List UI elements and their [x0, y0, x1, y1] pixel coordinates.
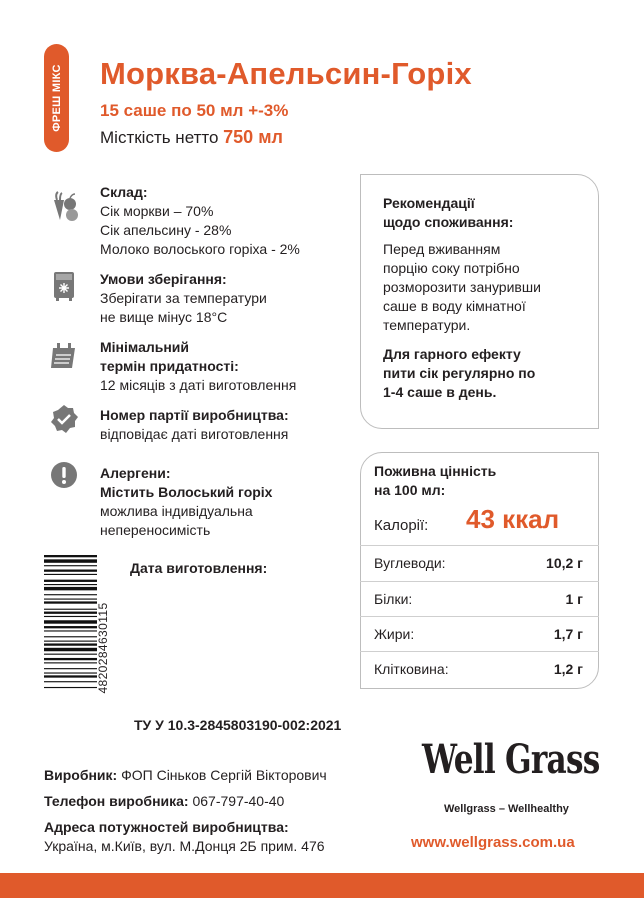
recommendation-heading: щодо споживання:: [383, 214, 514, 230]
nutrition-label: Білки:: [374, 591, 413, 607]
product-title: Морква-Апельсин-Горіх: [100, 56, 472, 91]
storage-heading: Умови зберігання:: [100, 271, 227, 287]
footer-bar: [0, 873, 644, 898]
production-date-label: Дата виготовлення:: [130, 560, 268, 576]
barcode-bar: [44, 570, 97, 572]
nutrition-value: 1,2 г: [553, 661, 583, 677]
recommendation-line: Перед вживанням: [383, 241, 501, 257]
barcode-bar: [44, 594, 97, 595]
manufacturer-value: ФОП Сіньков Сергій Вікторович: [121, 767, 327, 783]
product-badge: [44, 44, 69, 152]
badge-check-icon: [48, 403, 80, 435]
address-value: Україна, м.Київ, вул. М.Донця 2Б прим. 476: [44, 838, 325, 854]
nutrition-row: [360, 581, 599, 615]
nutrition-title-line: Поживна цінність: [374, 463, 497, 479]
recommendation-line: саше в воду кімнатної: [383, 298, 526, 314]
shelf-life-heading: термін придатності:: [100, 358, 239, 374]
phone-label: Телефон виробника:: [44, 793, 189, 809]
recommendation-bold: 1-4 саше в день.: [383, 384, 497, 400]
nutrition-value: 1 г: [565, 591, 583, 607]
barcode-bar: [44, 654, 97, 655]
shelf-life-heading: Мінімальний: [100, 339, 190, 355]
allergens-line: можлива індивідуальна: [100, 503, 253, 519]
net-value: 750 мл: [223, 127, 283, 147]
shelf-life-text: 12 місяців з даті виготовлення: [100, 377, 297, 393]
product-subtitle: 15 саше по 50 мл +-3%: [100, 101, 289, 120]
barcode-bar: [44, 612, 97, 614]
barcode-bar: [44, 599, 97, 600]
barcode-bar: [44, 636, 97, 637]
barcode-bar: [44, 587, 97, 590]
allergens-heading: Алергени:: [100, 465, 171, 481]
brand-logo: Well Grass: [422, 736, 600, 783]
address-label-text: Адреса потужностей виробництва:: [44, 819, 289, 835]
batch-block: [100, 406, 289, 444]
composition-heading: Склад:: [100, 184, 148, 200]
storage-line: не вище мінус 18°C: [100, 309, 228, 325]
barcode-bar: [44, 626, 97, 628]
allergens-block: [100, 464, 272, 540]
brand-tagline: Wellgrass – Wellhealthy: [444, 803, 569, 815]
composition-block: [100, 183, 300, 259]
nutrition-value: 1,7 г: [553, 626, 583, 642]
calories-value: 43 ккал: [466, 504, 560, 534]
phone-value: 067-797-40-40: [192, 793, 285, 809]
phone: [44, 793, 284, 809]
recommendation-bold: пити сік регулярно по: [383, 365, 536, 381]
website-link[interactable]: www.wellgrass.com.ua: [411, 834, 575, 851]
shelf-life-block: [100, 338, 296, 395]
storage-line: Зберігати за температури: [100, 290, 267, 306]
nutrition-row: [360, 651, 599, 685]
barcode-bar: [44, 616, 97, 617]
barcode-bar: [44, 648, 97, 651]
barcode-bar: [44, 643, 97, 645]
nutrition-label: Жири:: [374, 626, 415, 642]
calendar-icon: [48, 340, 80, 372]
allergens-line: непереносимість: [100, 522, 211, 538]
exclamation-icon: [48, 459, 80, 491]
tech-spec: ТУ У 10.3-2845803190-002:2021: [134, 717, 342, 733]
recommendation-line: порцію соку потрібно: [383, 260, 520, 276]
barcode-bar: [44, 559, 97, 562]
composition-line: Сік моркви – 70%: [100, 203, 214, 219]
composition-line: Сік апельсину - 28%: [100, 222, 232, 238]
barcode-bar: [44, 675, 97, 677]
allergens-bold: Містить Волоський горіх: [100, 484, 273, 500]
barcode-number-wrap: [95, 588, 111, 708]
nutrition-label: Вуглеводи:: [374, 555, 446, 571]
nutrition-value: 10,2 г: [546, 555, 583, 571]
nutrition-row: [360, 545, 599, 579]
barcode-bar: [44, 687, 97, 688]
address-label: [44, 819, 289, 835]
barcode-bar: [44, 584, 97, 585]
barcode-image: [44, 555, 97, 733]
barcode-bar: [44, 658, 97, 660]
manufacturer-label: Виробник:: [44, 767, 118, 783]
net-volume: [100, 127, 283, 148]
barcode-bar: [44, 620, 97, 623]
composition-line: Молоко волоського горіха - 2%: [100, 241, 300, 257]
barcode-bar: [44, 681, 97, 682]
barcode-number: 4820284630115: [96, 602, 110, 694]
net-label: Місткість нетто: [100, 128, 219, 147]
batch-heading: Номер партії виробництва:: [100, 407, 289, 423]
recommendation-heading: Рекомендації: [383, 195, 475, 211]
storage-block: [100, 270, 267, 327]
manufacturer: [44, 767, 327, 783]
recommendation-line: розморозити зануривши: [383, 279, 541, 295]
barcode-bar: [44, 672, 97, 673]
recommendation-text: [383, 194, 593, 402]
barcode-bar: [44, 630, 97, 631]
recommendation-bold: Для гарного ефекту: [383, 346, 521, 362]
nutrition-label: Клітковина:: [374, 661, 449, 677]
barcode-bar: [44, 662, 97, 663]
calories-label: Калорії:: [374, 517, 429, 534]
barcode-bar: [44, 565, 97, 566]
barcode-bar: [44, 555, 97, 557]
nutrition-title-line: на 100 мл:: [374, 482, 446, 498]
recommendation-line: температури.: [383, 317, 471, 333]
nutrition-row: [360, 616, 599, 650]
barcode-bar: [44, 641, 97, 642]
batch-text: відповідає даті виготовлення: [100, 426, 289, 442]
barcode-bar: [44, 609, 97, 610]
barcode-bar: [44, 580, 97, 582]
nutrition-title: [374, 462, 496, 500]
barcode-bar: [44, 668, 97, 669]
vegetables-icon: [48, 190, 80, 222]
freezer-icon: [48, 270, 80, 302]
barcode-bar: [44, 601, 97, 603]
barcode-bar: [44, 574, 97, 575]
badge-text: ФРЕШ МІКС: [50, 64, 63, 132]
